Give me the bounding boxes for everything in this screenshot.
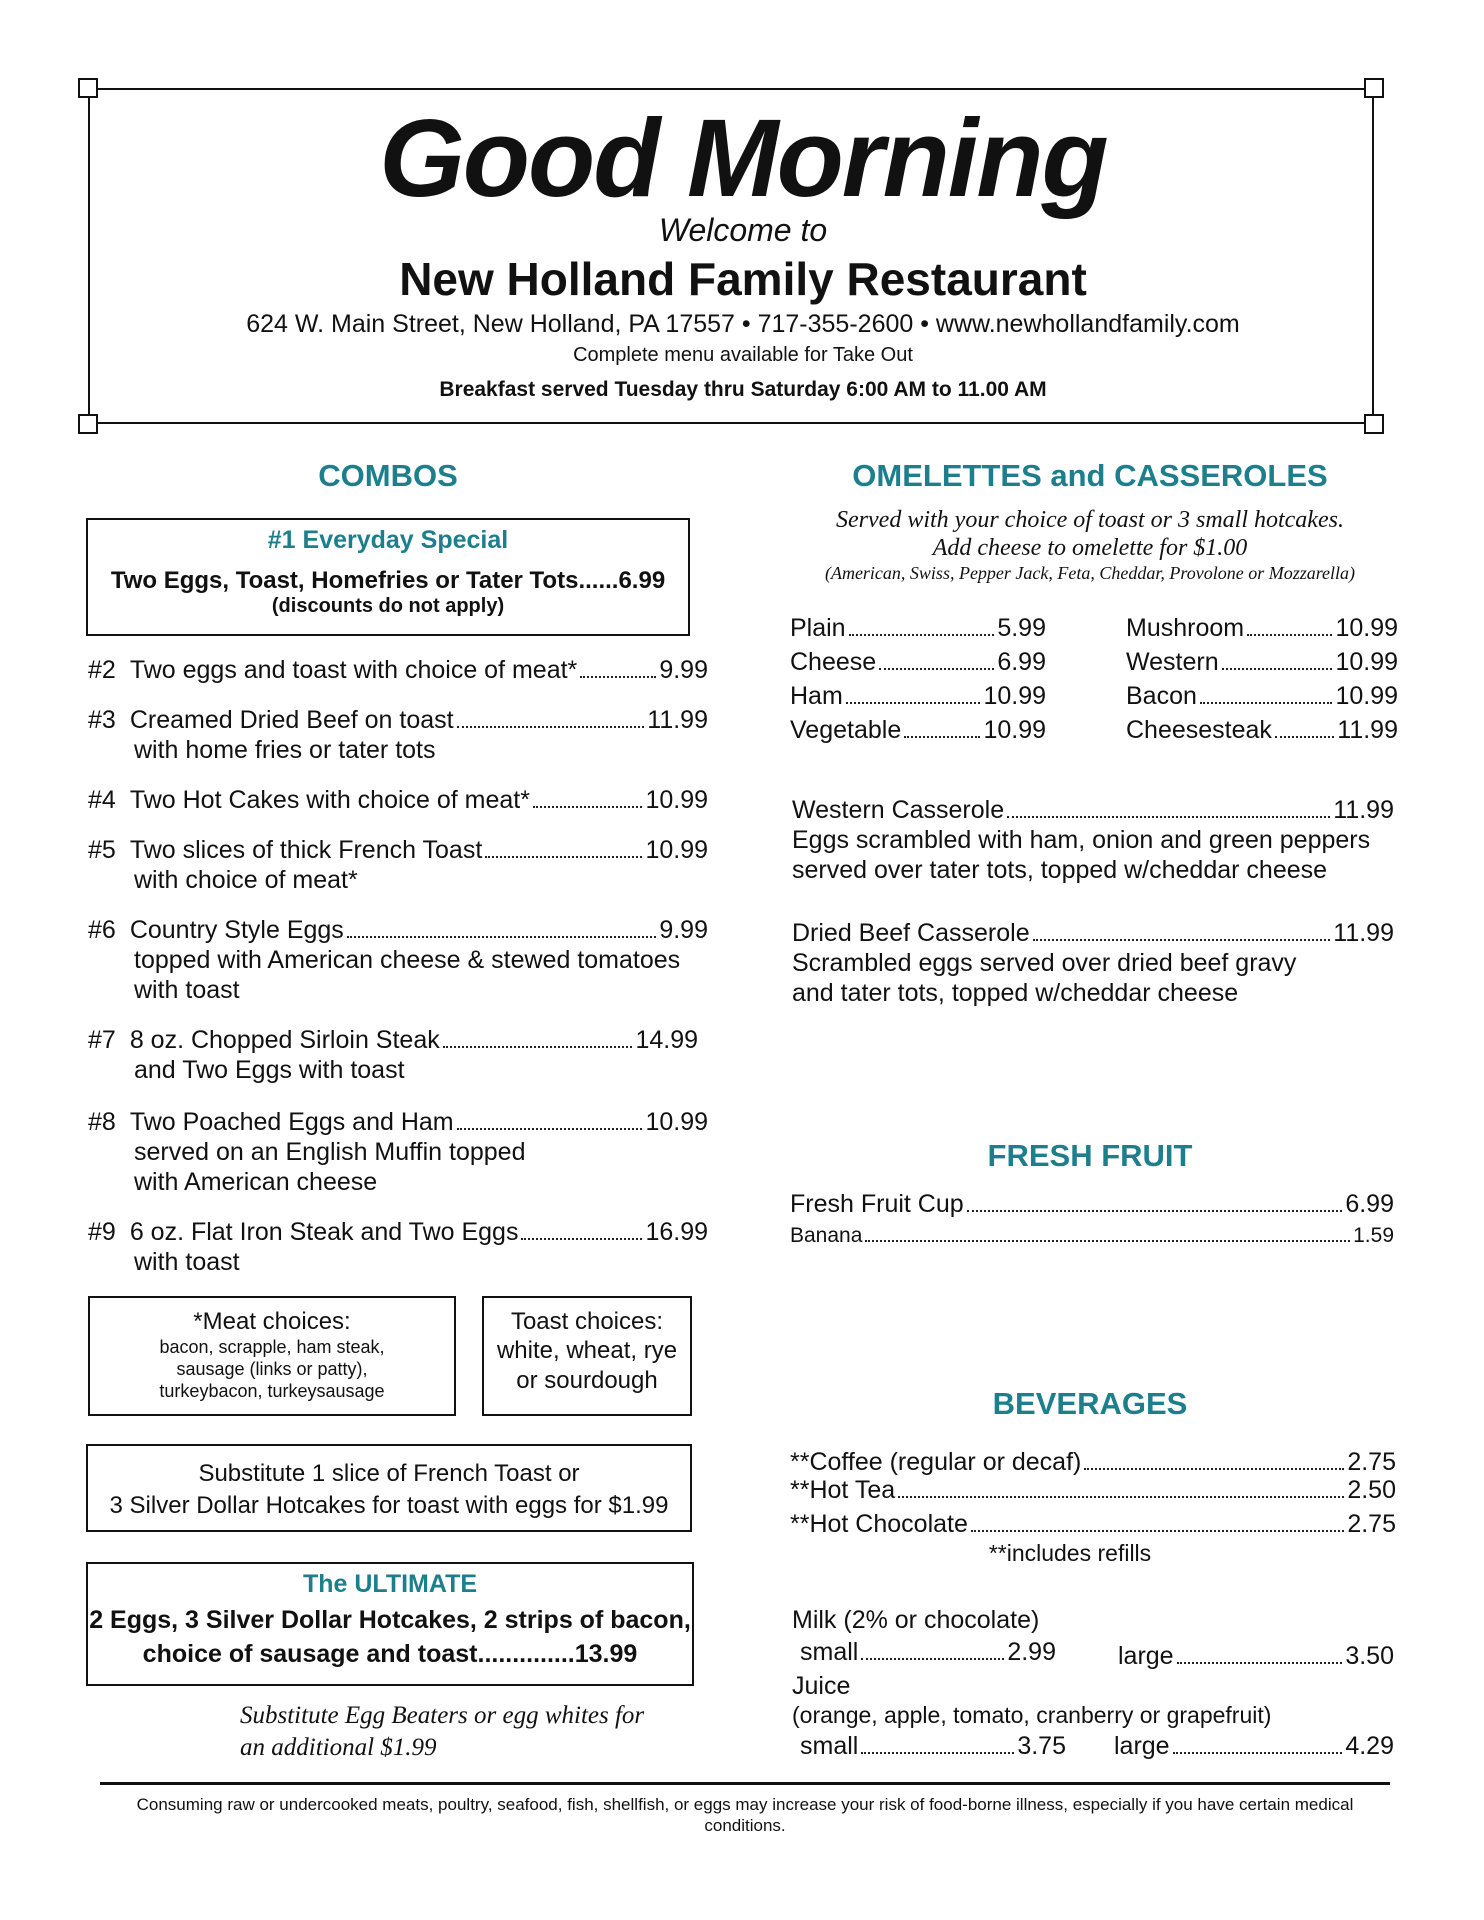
- ultimate-line-text: choice of sausage and toast: [142, 1640, 478, 1668]
- casserole-name: Western Casserole: [792, 796, 1005, 824]
- combo-price: 10.99: [645, 1108, 708, 1136]
- restaurant-name: New Holland Family Restaurant: [399, 253, 1087, 305]
- milk-small-label: small: [800, 1638, 859, 1666]
- omelette-list-right: [1126, 614, 1398, 750]
- dot-leader: [457, 1128, 643, 1130]
- omelette-item-price: 6.99: [997, 648, 1046, 676]
- combo-detail: with toast: [134, 1248, 240, 1276]
- refill-note: **includes refills: [988, 1540, 1152, 1566]
- substitute-box: [86, 1444, 692, 1532]
- combo-number: #5: [88, 836, 116, 864]
- combo-detail: and Two Eggs with toast: [134, 1056, 405, 1084]
- dot-leader: [1033, 939, 1331, 941]
- omelette-note: Served with your choice of toast or 3 small hotcakes.: [836, 507, 1344, 533]
- juice-large-label: large: [1114, 1732, 1170, 1760]
- ultimate-heading: The ULTIMATE: [302, 1570, 478, 1598]
- combo-price: 14.99: [635, 1026, 698, 1054]
- juice-small-price: 3.75: [1017, 1732, 1066, 1760]
- combo-name: Creamed Dried Beef on toast: [129, 706, 454, 734]
- omelette-item-name: Mushroom: [1126, 614, 1245, 642]
- omelette-item-price: 11.99: [1337, 716, 1398, 744]
- omelette-item-name: Cheese: [790, 648, 877, 676]
- combo-detail: served on an English Muffin topped: [134, 1138, 526, 1166]
- dot-leader: [849, 634, 995, 636]
- omelette-note: Add cheese to omelette for $1.00: [932, 535, 1248, 561]
- fruit-item-price: 1.59: [1353, 1224, 1394, 1247]
- special-heading: #1 Everyday Special: [267, 526, 509, 554]
- combo-line: [88, 1108, 708, 1137]
- food-safety-warning: Consuming raw or undercooked meats, poultry, seafood, fish, shellfish, or eggs may increase your risk of food-borne illness, especially if you have certain medical conditions.: [136, 1795, 1354, 1835]
- combo-number: #6: [88, 916, 116, 944]
- combo-price: 16.99: [645, 1218, 708, 1246]
- beverage-item-price: 2.75: [1347, 1448, 1396, 1476]
- dot-leader: [1275, 736, 1334, 738]
- beverages-title: BEVERAGES: [992, 1386, 1188, 1421]
- omelette-item-price: 10.99: [1335, 648, 1398, 676]
- dot-leader: [967, 1210, 1343, 1212]
- casserole-item: [792, 919, 1394, 1008]
- everyday-special-box: [86, 518, 690, 636]
- hot-beverage-list: [790, 1448, 1396, 1538]
- fruit-item-price: 6.99: [1345, 1190, 1394, 1218]
- combo-price: 9.99: [659, 916, 708, 944]
- combo-number: #3: [88, 706, 116, 734]
- omelette-item-name: Bacon: [1126, 682, 1197, 710]
- fruit-item-name: Fresh Fruit Cup: [790, 1190, 964, 1218]
- omelette-item-price: 10.99: [1335, 682, 1398, 710]
- meat-choices-line: bacon, scrapple, ham steak,: [159, 1337, 385, 1357]
- egg-note-line: an additional $1.99: [240, 1734, 437, 1761]
- combo-line: [88, 916, 708, 945]
- frame-corner: [78, 78, 98, 98]
- address-line: 624 W. Main Street, New Holland, PA 17557 • 717-355-2600 • www.newhollandfamily.com: [246, 310, 1240, 338]
- combo-name: Two Poached Eggs and Ham: [129, 1108, 454, 1136]
- dot-leader: [1084, 1468, 1344, 1470]
- combo-number: #7: [88, 1026, 116, 1054]
- omelette-item-price: 10.99: [983, 716, 1046, 744]
- dot-leader: [1222, 668, 1333, 670]
- dot-leader: [971, 1530, 1344, 1532]
- cheese-options-note: (American, Swiss, Pepper Jack, Feta, Cheddar, Provolone or Mozzarella): [824, 563, 1356, 583]
- combo-item: [88, 656, 708, 685]
- fresh-fruit-title: FRESH FRUIT: [987, 1138, 1193, 1173]
- casserole-item: [792, 796, 1394, 885]
- meat-choices-box: [88, 1296, 456, 1416]
- ultimate-line: 2 Eggs, 3 Silver Dollar Hotcakes, 2 strips of bacon,: [89, 1606, 691, 1634]
- breakfast-hours: Breakfast served Tuesday thru Saturday 6:00 AM to 11.00 AM: [439, 378, 1047, 401]
- dot-leader: [485, 856, 642, 858]
- beverage-item: [790, 1510, 1396, 1538]
- casserole-price: 11.99: [1333, 919, 1394, 947]
- omelette-notes: [780, 506, 1400, 584]
- combo-number: #9: [88, 1218, 116, 1246]
- combo-line: [88, 1218, 708, 1247]
- combo-item: [88, 916, 708, 1005]
- dot-leader: [533, 806, 642, 808]
- casserole: [792, 796, 1394, 825]
- dot-leader: [879, 668, 994, 670]
- omelettes-title: OMELETTES and CASSEROLES: [852, 458, 1328, 493]
- juice-types: (orange, apple, tomato, cranberry or grapefruit): [792, 1702, 1272, 1728]
- omelette-item-name: Cheesesteak: [1126, 716, 1272, 744]
- combo-detail: topped with American cheese & stewed tomatoes: [134, 946, 681, 974]
- omelette-item: [1126, 648, 1398, 682]
- milk-heading: Milk (2% or chocolate): [792, 1606, 1040, 1634]
- omelette-item: [1126, 716, 1398, 750]
- juice-small-label: small: [800, 1732, 859, 1760]
- casserole-price: 11.99: [1333, 796, 1394, 824]
- omelette-item-price: 10.99: [1335, 614, 1398, 642]
- frame-corner: [1364, 78, 1384, 98]
- omelette-item-name: Vegetable: [790, 716, 902, 744]
- special-item: Two Eggs, Toast, Homefries or Tater Tots......6.99: [110, 567, 666, 594]
- egg-substitute-note: [240, 1700, 700, 1764]
- special-note: (discounts do not apply): [271, 595, 505, 617]
- combo-price: 9.99: [659, 656, 708, 684]
- milk-small-price: 2.99: [1007, 1638, 1056, 1666]
- dot-leader: [1247, 634, 1332, 636]
- omelette-item-name: Plain: [790, 614, 846, 642]
- meat-choices-line: sausage (links or patty),: [176, 1359, 368, 1379]
- dot-leader: [1200, 702, 1333, 704]
- combo-detail: with choice of meat*: [134, 866, 358, 894]
- dot-leader: [865, 1240, 1350, 1242]
- juice-heading: Juice: [792, 1672, 851, 1700]
- combo-line: [88, 706, 708, 735]
- combo-line: [88, 656, 708, 685]
- dot-leader: [443, 1046, 633, 1048]
- welcome-text: Welcome to: [658, 212, 828, 248]
- milk-large-price: 3.50: [1345, 1642, 1394, 1670]
- juice-small: [800, 1732, 1066, 1761]
- beverage-item-name: **Coffee (regular or decaf): [790, 1448, 1082, 1476]
- dot-leader: [521, 1238, 642, 1240]
- casserole: [792, 919, 1394, 948]
- frame-corner: [1364, 414, 1384, 434]
- combo-name: Two slices of thick French Toast: [129, 836, 483, 864]
- toast-choices-heading: Toast choices:: [510, 1308, 664, 1335]
- casserole-detail: and tater tots, topped w/cheddar cheese: [792, 979, 1239, 1007]
- combo-item: [88, 706, 708, 765]
- ultimate-price: 13.99: [574, 1640, 638, 1668]
- milk-large-label: large: [1118, 1642, 1174, 1670]
- combo-name: 8 oz. Chopped Sirloin Steak: [129, 1026, 440, 1054]
- omelette-item-name: Western: [1126, 648, 1219, 676]
- beverage-item-name: **Hot Chocolate: [790, 1510, 968, 1538]
- combo-detail: with toast: [134, 976, 240, 1004]
- page-title: Good Morning: [379, 97, 1107, 220]
- omelette-item-price: 10.99: [983, 682, 1046, 710]
- casserole-detail: Scrambled eggs served over dried beef gravy: [792, 949, 1297, 977]
- dot-leader: [347, 936, 657, 938]
- fruit-list: [790, 1190, 1394, 1258]
- meat-choices-line: turkeybacon, turkeysausage: [159, 1381, 385, 1401]
- combo-price: 10.99: [645, 836, 708, 864]
- special-item-price: 6.99: [618, 567, 666, 594]
- casserole-list: [792, 796, 1394, 1042]
- combo-item: [88, 1108, 708, 1197]
- toast-choices-line: or sourdough: [516, 1367, 658, 1394]
- beverage-item-name: **Hot Tea: [790, 1476, 896, 1504]
- fruit-item: [790, 1190, 1394, 1224]
- fruit-item-name: Banana: [790, 1224, 863, 1247]
- combo-item: [88, 1218, 708, 1277]
- meat-choices-heading: *Meat choices:: [193, 1308, 351, 1335]
- dot-leader: [580, 676, 656, 678]
- beverage-item: [790, 1448, 1396, 1476]
- casserole-detail: Eggs scrambled with ham, onion and green peppers: [792, 826, 1371, 854]
- omelette-list-left: [790, 614, 1046, 750]
- combo-number: #2: [88, 656, 116, 684]
- footer-divider: [100, 1782, 1390, 1785]
- combo-name: Country Style Eggs: [129, 916, 344, 944]
- juice-large-price: 4.29: [1345, 1732, 1394, 1760]
- combo-name: Two Hot Cakes with choice of meat*: [129, 786, 530, 814]
- combo-number: #4: [88, 786, 116, 814]
- combo-item: [88, 1026, 698, 1085]
- beverage-item: [790, 1476, 1396, 1510]
- combo-detail: with home fries or tater tots: [134, 736, 436, 764]
- juice-large: [1114, 1732, 1394, 1761]
- combo-detail: with American cheese: [134, 1168, 378, 1196]
- omelette-item: [790, 648, 1046, 682]
- dot-leader: [457, 726, 645, 728]
- egg-note-line: Substitute Egg Beaters or egg whites for: [240, 1702, 645, 1729]
- dot-leader: [898, 1496, 1344, 1498]
- milk-small: [800, 1638, 1056, 1667]
- omelette-item: [790, 614, 1046, 648]
- omelette-item-name: Ham: [790, 682, 843, 710]
- toast-choices-box: [482, 1296, 692, 1416]
- casserole-name: Dried Beef Casserole: [792, 919, 1030, 947]
- combo-item: [88, 786, 708, 815]
- omelette-item: [790, 716, 1046, 750]
- omelette-item-price: 5.99: [997, 614, 1046, 642]
- beverage-item-price: 2.75: [1347, 1510, 1396, 1538]
- ultimate-box: [86, 1562, 694, 1686]
- milk-large: [1118, 1642, 1394, 1671]
- toast-choices-line: white, wheat, rye: [496, 1337, 678, 1364]
- frame-corner: [78, 414, 98, 434]
- special-item-name: Two Eggs, Toast, Homefries or Tater Tots: [110, 567, 579, 594]
- ultimate-line: choice of sausage and toast..............13.99: [142, 1640, 638, 1668]
- substitute-line: 3 Silver Dollar Hotcakes for toast with eggs for $1.99: [109, 1492, 669, 1519]
- dot-leader: [1007, 816, 1330, 818]
- substitute-line: Substitute 1 slice of French Toast or: [198, 1460, 580, 1487]
- beverage-item-price: 2.50: [1347, 1476, 1396, 1504]
- combos-title: COMBOS: [318, 458, 458, 493]
- combo-price: 10.99: [645, 786, 708, 814]
- combo-line: [88, 836, 708, 865]
- combo-line: [88, 1026, 698, 1055]
- takeout-note: Complete menu available for Take Out: [573, 344, 913, 366]
- dot-leader: [904, 736, 980, 738]
- fruit-item: [790, 1224, 1394, 1258]
- combo-name: 6 oz. Flat Iron Steak and Two Eggs: [129, 1218, 519, 1246]
- combo-price: 11.99: [647, 706, 708, 734]
- combo-line: [88, 786, 708, 815]
- casserole-detail: served over tater tots, topped w/cheddar cheese: [792, 856, 1328, 884]
- omelette-item: [1126, 614, 1398, 648]
- combo-name: Two eggs and toast with choice of meat*: [129, 656, 578, 684]
- omelette-item: [790, 682, 1046, 716]
- combo-item: [88, 836, 708, 895]
- dot-leader: [846, 702, 981, 704]
- combo-number: #8: [88, 1108, 116, 1136]
- omelette-item: [1126, 682, 1398, 716]
